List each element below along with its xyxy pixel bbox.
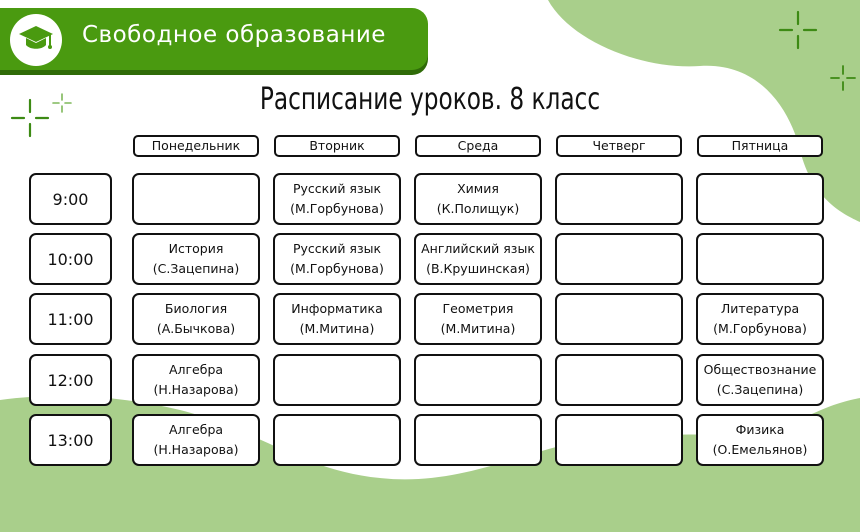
lesson-teacher: (М.Митина): [440, 321, 516, 336]
empty-lesson-cell: [555, 233, 683, 285]
lesson-subject: Литература: [720, 301, 800, 316]
lesson-teacher: (О.Емельянов): [712, 442, 808, 457]
brand-banner: [0, 8, 428, 70]
lesson-subject: Физика: [735, 422, 785, 437]
page-title: Расписание уроков. 8 класс: [259, 82, 601, 117]
empty-lesson-cell: [273, 414, 401, 466]
lesson-subject: История: [168, 241, 224, 256]
brand-name: Свободное образование: [82, 22, 386, 48]
lesson-cell: [414, 233, 542, 285]
empty-lesson-cell: [555, 414, 683, 466]
graduation-cap-icon: [18, 24, 54, 56]
day-header: Понедельник: [133, 135, 259, 157]
lesson-cell: [132, 414, 260, 466]
empty-lesson-cell: [696, 233, 824, 285]
lesson-cell: [273, 233, 401, 285]
lesson-teacher: (М.Митина): [299, 321, 375, 336]
lesson-subject: Обществознание: [703, 362, 817, 377]
lesson-cell: [132, 293, 260, 345]
lesson-subject: Информатика: [291, 301, 383, 316]
empty-lesson-cell: [555, 173, 683, 225]
lesson-teacher: (В.Крушинская): [426, 261, 530, 276]
time-cell: 11:00: [29, 293, 112, 345]
lesson-subject: Химия: [457, 181, 499, 196]
empty-lesson-cell: [414, 354, 542, 406]
lesson-subject: Английский язык: [421, 241, 535, 256]
lesson-teacher: (С.Зацепина): [152, 261, 240, 276]
empty-lesson-cell: [555, 293, 683, 345]
lesson-cell: [414, 293, 542, 345]
lesson-subject: Алгебра: [168, 362, 224, 377]
time-cell: 10:00: [29, 233, 112, 285]
lesson-teacher: (Н.Назарова): [153, 442, 239, 457]
lesson-cell: [696, 414, 824, 466]
lesson-teacher: (М.Горбунова): [290, 261, 384, 276]
empty-lesson-cell: [273, 354, 401, 406]
time-cell: 13:00: [29, 414, 112, 466]
empty-lesson-cell: [696, 173, 824, 225]
sparkle-icon: [829, 64, 857, 92]
lesson-cell: [132, 354, 260, 406]
lesson-subject: Геометрия: [442, 301, 514, 316]
lesson-teacher: (К.Полищук): [436, 201, 520, 216]
brand-logo: [10, 14, 62, 66]
day-header: Вторник: [274, 135, 400, 157]
empty-lesson-cell: [132, 173, 260, 225]
day-header: Пятница: [697, 135, 823, 157]
time-cell: 9:00: [29, 173, 112, 225]
time-cell: 12:00: [29, 354, 112, 406]
lesson-subject: Русский язык: [292, 181, 382, 196]
empty-lesson-cell: [555, 354, 683, 406]
lesson-teacher: (А.Бычкова): [156, 321, 236, 336]
lesson-subject: Биология: [164, 301, 228, 316]
day-header: Четверг: [556, 135, 682, 157]
lesson-teacher: (М.Горбунова): [290, 201, 384, 216]
lesson-cell: [414, 173, 542, 225]
lesson-teacher: (С.Зацепина): [716, 382, 804, 397]
lesson-cell: [273, 173, 401, 225]
lesson-subject: Русский язык: [292, 241, 382, 256]
lesson-cell: [132, 233, 260, 285]
empty-lesson-cell: [414, 414, 542, 466]
lesson-teacher: (Н.Назарова): [153, 382, 239, 397]
sparkle-icon: [778, 10, 818, 50]
sparkle-icon: [10, 98, 50, 138]
lesson-cell: [696, 354, 824, 406]
lesson-teacher: (М.Горбунова): [713, 321, 807, 336]
lesson-subject: Алгебра: [168, 422, 224, 437]
day-header: Среда: [415, 135, 541, 157]
lesson-cell: [696, 293, 824, 345]
lesson-cell: [273, 293, 401, 345]
